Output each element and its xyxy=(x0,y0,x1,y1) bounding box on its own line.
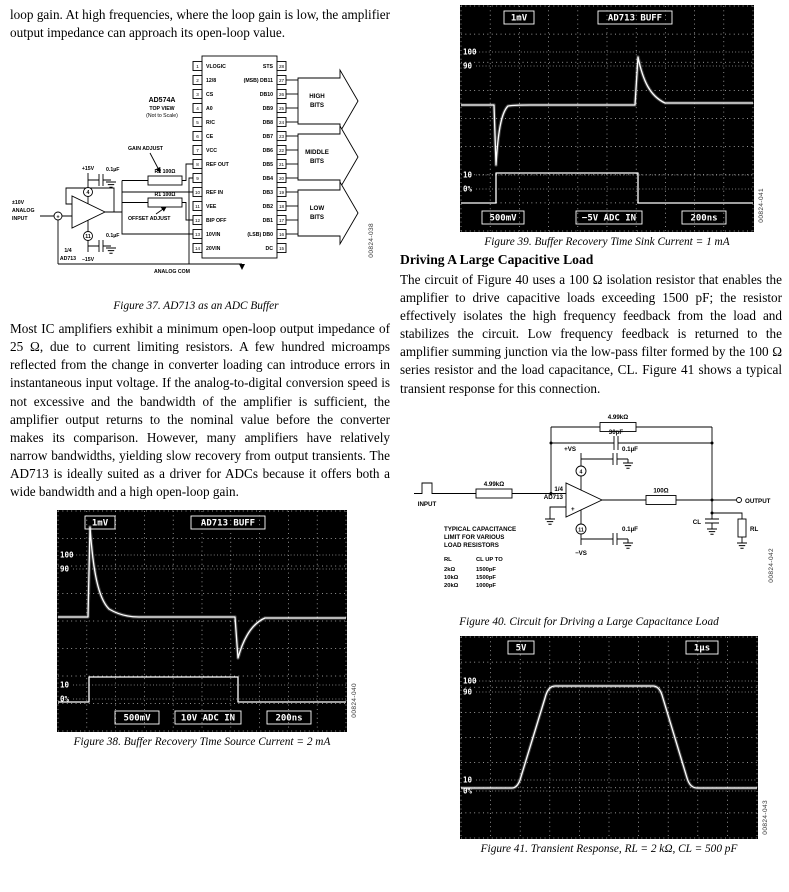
gain-adjust-label: GAIN ADJUST xyxy=(128,146,163,153)
riso-label: 100Ω xyxy=(653,487,669,495)
pos-supply-label: +15V xyxy=(81,166,95,173)
timebase-label: 200ns xyxy=(690,213,718,224)
low-bits-label: LOW xyxy=(309,205,325,213)
middle-bits-arrow xyxy=(298,126,358,188)
pin-number: 10 xyxy=(194,189,201,195)
fig38-code: 00824-040 xyxy=(351,683,358,719)
pin-number: 15 xyxy=(278,245,285,251)
pin-label: VCC xyxy=(206,148,217,155)
pin4-label: 4 xyxy=(86,190,90,197)
rl-label: RL xyxy=(750,525,759,533)
pin-number: 2 xyxy=(196,77,199,83)
plus-input-label: + xyxy=(571,505,575,513)
fig37-code: 00824-038 xyxy=(368,222,375,258)
ground-icon xyxy=(106,248,116,253)
cap2-label: 0.1µF xyxy=(106,233,120,240)
pct-10: 10 xyxy=(60,680,70,690)
pct-0: 0% xyxy=(60,694,70,704)
pin-number: 18 xyxy=(278,203,285,209)
pin4-label: 4 xyxy=(579,468,583,475)
ground-icon xyxy=(707,529,717,534)
rf-label: 4.99kΩ xyxy=(607,413,629,421)
note-line-1: TYPICAL CAPACITANCE xyxy=(444,525,517,533)
fig39-scope-image xyxy=(460,5,754,232)
pin-label: DB6 xyxy=(262,148,273,155)
cl-label: CL xyxy=(692,518,701,526)
load-resistor xyxy=(738,519,746,537)
pin-label: DC xyxy=(265,246,273,253)
table-header-cl: CL UP TO xyxy=(476,556,503,563)
pct-100: 100 xyxy=(60,550,74,560)
pin-number: 27 xyxy=(278,77,285,83)
pct-100: 100 xyxy=(463,676,477,686)
opamp-triangle xyxy=(72,196,105,228)
pin-number: 11 xyxy=(195,203,200,209)
pin-label: DB8 xyxy=(262,120,273,127)
pin-label: REF OUT xyxy=(206,162,229,169)
pin-label: R/C xyxy=(206,120,215,127)
pct-90: 90 xyxy=(60,564,70,574)
chip-view-label: TOP VIEW xyxy=(149,106,175,113)
fig37-adc-buffer-schematic xyxy=(10,46,382,291)
table-cell: 2kΩ xyxy=(444,566,456,573)
table-cell: 10kΩ xyxy=(444,574,459,581)
pin-number: 14 xyxy=(194,245,201,251)
pin-label: DB4 xyxy=(262,176,273,183)
pin-number: 16 xyxy=(278,231,285,237)
pin-number: 8 xyxy=(196,161,199,167)
section-paragraph: The circuit of Figure 40 uses a 100 Ω isolation resistor that enables the amplifier to drive capacitive loads exceeding 1500 pF; the resistor effectively isolates the high frequency feedback from the load and stabilizes the circuit. Low frequency feedback is returned to the amplifier summing junction via the low-pass filter formed by the 100 Ω series resistor and the load capacitance, CL. Figure 41 shows a typical transient response for this connection. xyxy=(400,272,782,396)
cap1-label: 0.1µF xyxy=(622,445,638,453)
resistor-r2 xyxy=(148,176,182,185)
channel-label: 1mV xyxy=(510,13,528,24)
pin-number: 20 xyxy=(278,175,285,181)
pin-number: 17 xyxy=(278,217,285,223)
right-column xyxy=(400,0,782,863)
fig40-caption: Figure 40. Circuit for Driving a Large Capacitance Load xyxy=(459,615,719,628)
adc-chip-body xyxy=(202,56,277,258)
pct-90: 90 xyxy=(463,687,473,697)
fig41-code: 00824-043 xyxy=(762,799,769,835)
pin-label: BIP OFF xyxy=(206,218,227,225)
pin-label: REF IN xyxy=(206,190,224,197)
pin-number: 25 xyxy=(278,105,285,111)
vneg-label: −VS xyxy=(575,549,587,557)
pct-0: 0% xyxy=(463,786,473,796)
pin-label: VEE xyxy=(206,204,217,211)
pin-label: DB2 xyxy=(262,204,273,211)
trace-title: AD713 BUFF xyxy=(607,13,663,24)
pin-label: CS xyxy=(206,92,214,99)
pin-number: 6 xyxy=(196,133,199,139)
output-terminal xyxy=(737,497,742,502)
isolation-resistor xyxy=(646,495,676,504)
section-heading: Driving A Large Capacitive Load xyxy=(400,252,594,267)
table-cell: 1500pF xyxy=(476,574,496,581)
pct-100: 100 xyxy=(463,47,477,57)
middle-bits-label: MIDDLE xyxy=(305,149,329,157)
ground-icon xyxy=(106,182,116,187)
pct-10: 10 xyxy=(463,170,473,180)
vpos-label: +VS xyxy=(564,445,576,453)
table-cell: 20kΩ xyxy=(444,582,459,589)
pin-number: 1 xyxy=(196,63,199,69)
intro-paragraph: loop gain. At high frequencies, where the loop gain is low, the amplifier output impedance can approach its open-loop value. xyxy=(10,7,390,41)
pin-number: 3 xyxy=(196,91,199,97)
pct-10: 10 xyxy=(463,775,473,785)
timebase-label: 1µs xyxy=(693,643,711,654)
fig38-scope-image xyxy=(57,510,347,732)
r2-label: R2 100Ω xyxy=(154,169,176,176)
cap1-label: 0.1µF xyxy=(106,167,120,174)
pin-number: 22 xyxy=(278,147,285,153)
offset-adjust-label: OFFSET ADJUST xyxy=(128,216,171,223)
r1-label: R1 100Ω xyxy=(154,192,176,199)
input-resistor xyxy=(476,489,512,498)
amp-frac-label: 1/4 xyxy=(64,248,72,255)
cf-label: 30pF xyxy=(608,428,624,436)
note-line-2: LIMIT FOR VARIOUS xyxy=(444,533,505,541)
fig37-caption: Figure 37. AD713 as an ADC Buffer xyxy=(113,300,279,313)
pin-label: DB7 xyxy=(262,134,273,141)
pin-label: A0 xyxy=(206,106,213,113)
resistor-r1 xyxy=(148,198,182,207)
channel-label: 5V xyxy=(515,643,527,654)
fig40-code: 00824-042 xyxy=(768,547,775,583)
fig41-caption: Figure 41. Transient Response, RL = 2 kΩ, CL = 500 pF xyxy=(480,842,738,855)
pin-number: 7 xyxy=(196,147,199,153)
pin-number: 28 xyxy=(278,63,285,69)
ground-icon xyxy=(737,543,747,548)
pin-number: 19 xyxy=(278,189,285,195)
fig41-scope-image xyxy=(460,636,758,839)
low-bits-label2: BITS xyxy=(309,214,325,222)
fig39-code: 00824-041 xyxy=(758,188,765,223)
pin-number: 4 xyxy=(196,105,199,111)
scale-label: 500mV xyxy=(489,213,517,224)
pin11-label: 11 xyxy=(85,234,91,241)
cap2-label: 0.1µF xyxy=(622,525,638,533)
channel-label: 1mV xyxy=(91,518,109,529)
pin-number: 13 xyxy=(194,231,201,237)
table-header-rl: RL xyxy=(444,556,452,563)
ground-icon xyxy=(545,519,555,524)
input-label-3: INPUT xyxy=(12,216,28,223)
amp-name-label: AD713 xyxy=(59,256,77,263)
pin-label: DB5 xyxy=(262,162,273,169)
amp-frac-label: 1/4 xyxy=(554,485,563,493)
figure-39 xyxy=(400,5,782,248)
input-scale-label: −5V ADC IN xyxy=(581,213,637,224)
fig38-caption: Figure 38. Buffer Recovery Time Source Current = 2 mA xyxy=(73,736,331,749)
pin-number: 24 xyxy=(278,119,285,125)
pin-label: 12/8 xyxy=(206,78,217,85)
neg-supply-label: −15V xyxy=(81,257,95,264)
pin-label: (MSB) DB11 xyxy=(243,78,273,85)
left-column xyxy=(10,0,390,756)
pin-number: 9 xyxy=(196,175,199,181)
ground-icon xyxy=(623,463,633,468)
scope-screen xyxy=(460,636,758,839)
pin-label: VLOGIC xyxy=(206,64,226,71)
pin-label: CE xyxy=(206,134,214,141)
fig39-caption: Figure 39. Buffer Recovery Time Sink Current = 1 mA xyxy=(484,236,730,248)
pin-label: STS xyxy=(262,64,273,71)
pin-label: DB9 xyxy=(262,106,273,113)
input-label: INPUT xyxy=(417,500,437,508)
pin11-label: 11 xyxy=(578,526,584,533)
figure-41 xyxy=(400,636,782,855)
note-line-3: LOAD RESISTORS xyxy=(444,541,499,549)
pin-number: 12 xyxy=(194,217,201,223)
pin-label: DB10 xyxy=(259,92,273,99)
pin-label: DB1 xyxy=(262,218,273,225)
pin-label: (LSB) DB0 xyxy=(247,232,273,239)
plus-node-label: + xyxy=(56,214,60,221)
analog-com-label: ANALOG COM xyxy=(153,269,191,276)
high-bits-label2: BITS xyxy=(309,102,325,110)
chip-name-label: AD574A xyxy=(148,97,176,105)
pin-label: 10VIN xyxy=(206,232,221,239)
table-cell: 1500pF xyxy=(476,566,496,573)
input-label-1: ±10V xyxy=(12,200,25,207)
pin-label: DB3 xyxy=(262,190,273,197)
ground-icon xyxy=(623,543,633,548)
chip-note-label: (Not to Scale) xyxy=(146,113,178,120)
high-bits-label: HIGH xyxy=(309,93,325,101)
com-arrow-icon xyxy=(239,264,245,270)
figure-40 xyxy=(400,407,782,628)
low-bits-arrow xyxy=(298,182,358,244)
pin-number: 21 xyxy=(278,161,285,167)
rin-label: 4.99kΩ xyxy=(483,480,505,488)
figure-38 xyxy=(10,510,390,748)
body-paragraph: Most IC amplifiers exhibit a minimum open-loop output impedance of 25 Ω, due to current limiting resistors. A few hundred microamps reflected from the change in converter loading can introduce errors in instantaneous input voltage. If the analog-to-digital conversion speed is not excessive and the bandwidth of the amplifier is sufficient, the amplifier output returns to the nominal value before the converter makes its comparison. However, many amplifiers have relatively narrow bandwidths, yielding slow recovery from output transients. The AD713 is ideally suited as a driver for ADCs because it offers both a wide bandwidth and a high open-loop gain. xyxy=(10,321,390,500)
pin-label: 20VIN xyxy=(206,246,221,253)
input-label-2: ANALOG xyxy=(12,208,35,215)
table-cell: 1000pF xyxy=(476,582,496,589)
input-scale-label: 10V ADC IN xyxy=(180,713,236,724)
figure-37 xyxy=(10,46,390,312)
fig40-capacitive-load-schematic xyxy=(400,407,778,607)
pin-number: 23 xyxy=(278,133,285,139)
timebase-label: 200ns xyxy=(275,713,303,724)
pin-number: 26 xyxy=(278,91,285,97)
middle-bits-label2: BITS xyxy=(309,158,325,166)
output-label: OUTPUT xyxy=(745,497,771,505)
scale-label: 500mV xyxy=(123,713,151,724)
high-bits-arrow xyxy=(298,70,358,132)
trace-title: AD713 BUFF xyxy=(200,518,256,529)
pct-90: 90 xyxy=(463,61,473,71)
pct-0: 0% xyxy=(463,184,473,194)
amp-name-label: AD713 xyxy=(543,493,563,501)
pin-number: 5 xyxy=(196,119,199,125)
